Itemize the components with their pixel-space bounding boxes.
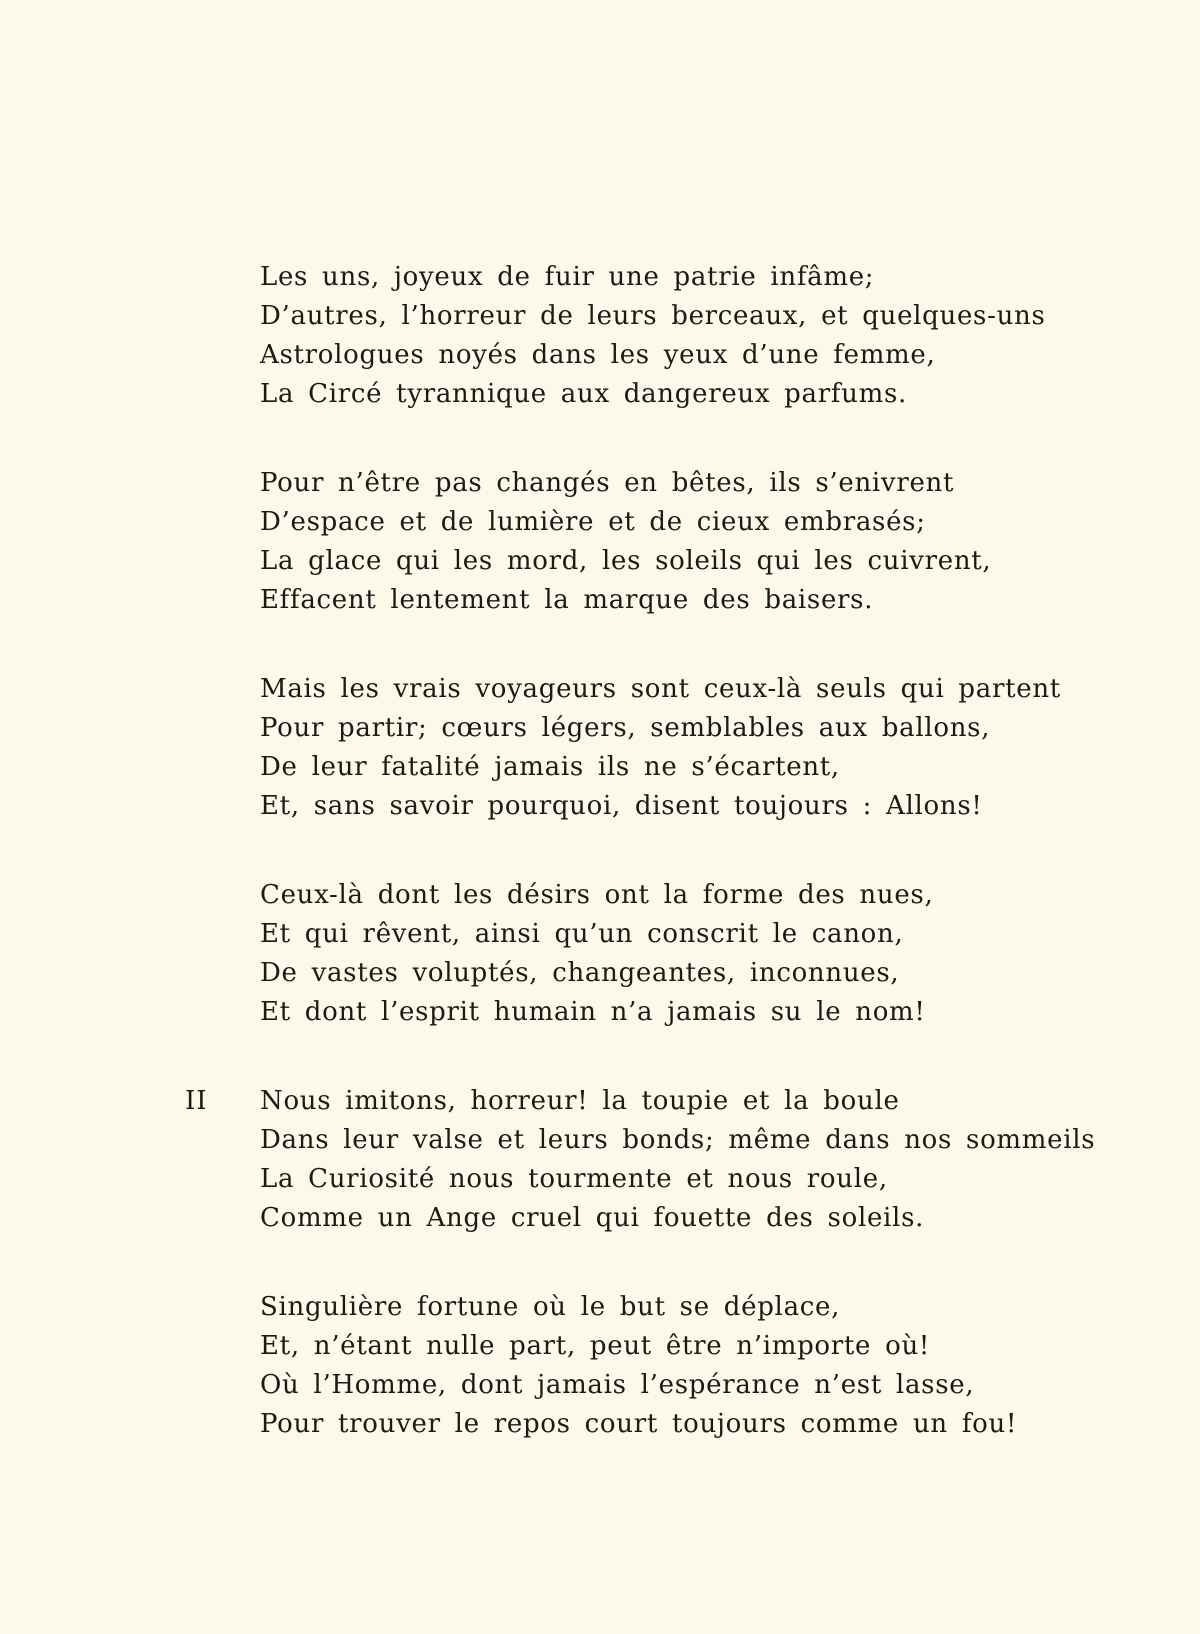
stanza xyxy=(185,1082,1160,1238)
verse-line: Et, n’étant nulle part, peut être n’importe où! xyxy=(260,1331,931,1361)
verse-line: Les uns, joyeux de fuir une patrie infâme; xyxy=(260,262,875,292)
verse-line: Pour partir; cœurs légers, semblables aux ballons, xyxy=(260,713,991,743)
stanza xyxy=(260,670,1160,826)
verse-line: Comme un Ange cruel qui fouette des soleils. xyxy=(260,1203,925,1233)
stanza xyxy=(260,464,1160,620)
section-number: II xyxy=(185,1086,208,1116)
verse-line: D’espace et de lumière et de cieux embrasés; xyxy=(260,507,926,537)
verse-line: Ceux-là dont les désirs ont la forme des nues, xyxy=(260,880,934,910)
verse-line: Et qui rêvent, ainsi qu’un conscrit le canon, xyxy=(260,919,904,949)
verse-line: Pour trouver le repos court toujours comme un fou! xyxy=(260,1409,1018,1439)
verse-line: Nous imitons, horreur! la toupie et la boule xyxy=(260,1086,900,1116)
verse-line: Effacent lentement la marque des baisers. xyxy=(260,585,874,615)
verse-line: Dans leur valse et leurs bonds; même dans nos sommeils xyxy=(260,1125,1096,1155)
stanza xyxy=(260,876,1160,1032)
verse-line: La Curiosité nous tourmente et nous roule, xyxy=(260,1164,888,1194)
verse-line: Mais les vrais voyageurs sont ceux-là seuls qui partent xyxy=(260,674,1061,704)
verse-line: Pour n’être pas changés en bêtes, ils s’enivrent xyxy=(260,468,955,498)
verse-line: Et, sans savoir pourquoi, disent toujours : Allons! xyxy=(260,791,983,821)
verse-line: Et dont l’esprit humain n’a jamais su le nom! xyxy=(260,997,926,1027)
verse-line: La glace qui les mord, les soleils qui les cuivrent, xyxy=(260,546,992,576)
verse-line: Singulière fortune où le but se déplace, xyxy=(260,1292,841,1322)
stanza xyxy=(260,1288,1160,1444)
stanza xyxy=(260,258,1160,414)
verse-line: De leur fatalité jamais ils ne s’écartent, xyxy=(260,752,840,782)
poem-text xyxy=(185,258,1160,1494)
verse-line: La Circé tyrannique aux dangereux parfums. xyxy=(260,379,907,409)
verse-line: Astrologues noyés dans les yeux d’une femme, xyxy=(260,340,936,370)
verse-line: D’autres, l’horreur de leurs berceaux, et quelques-uns xyxy=(260,301,1046,331)
verse-line: Où l’Homme, dont jamais l’espérance n’est lasse, xyxy=(260,1370,975,1400)
verse-line: De vastes voluptés, changeantes, inconnues, xyxy=(260,958,900,988)
